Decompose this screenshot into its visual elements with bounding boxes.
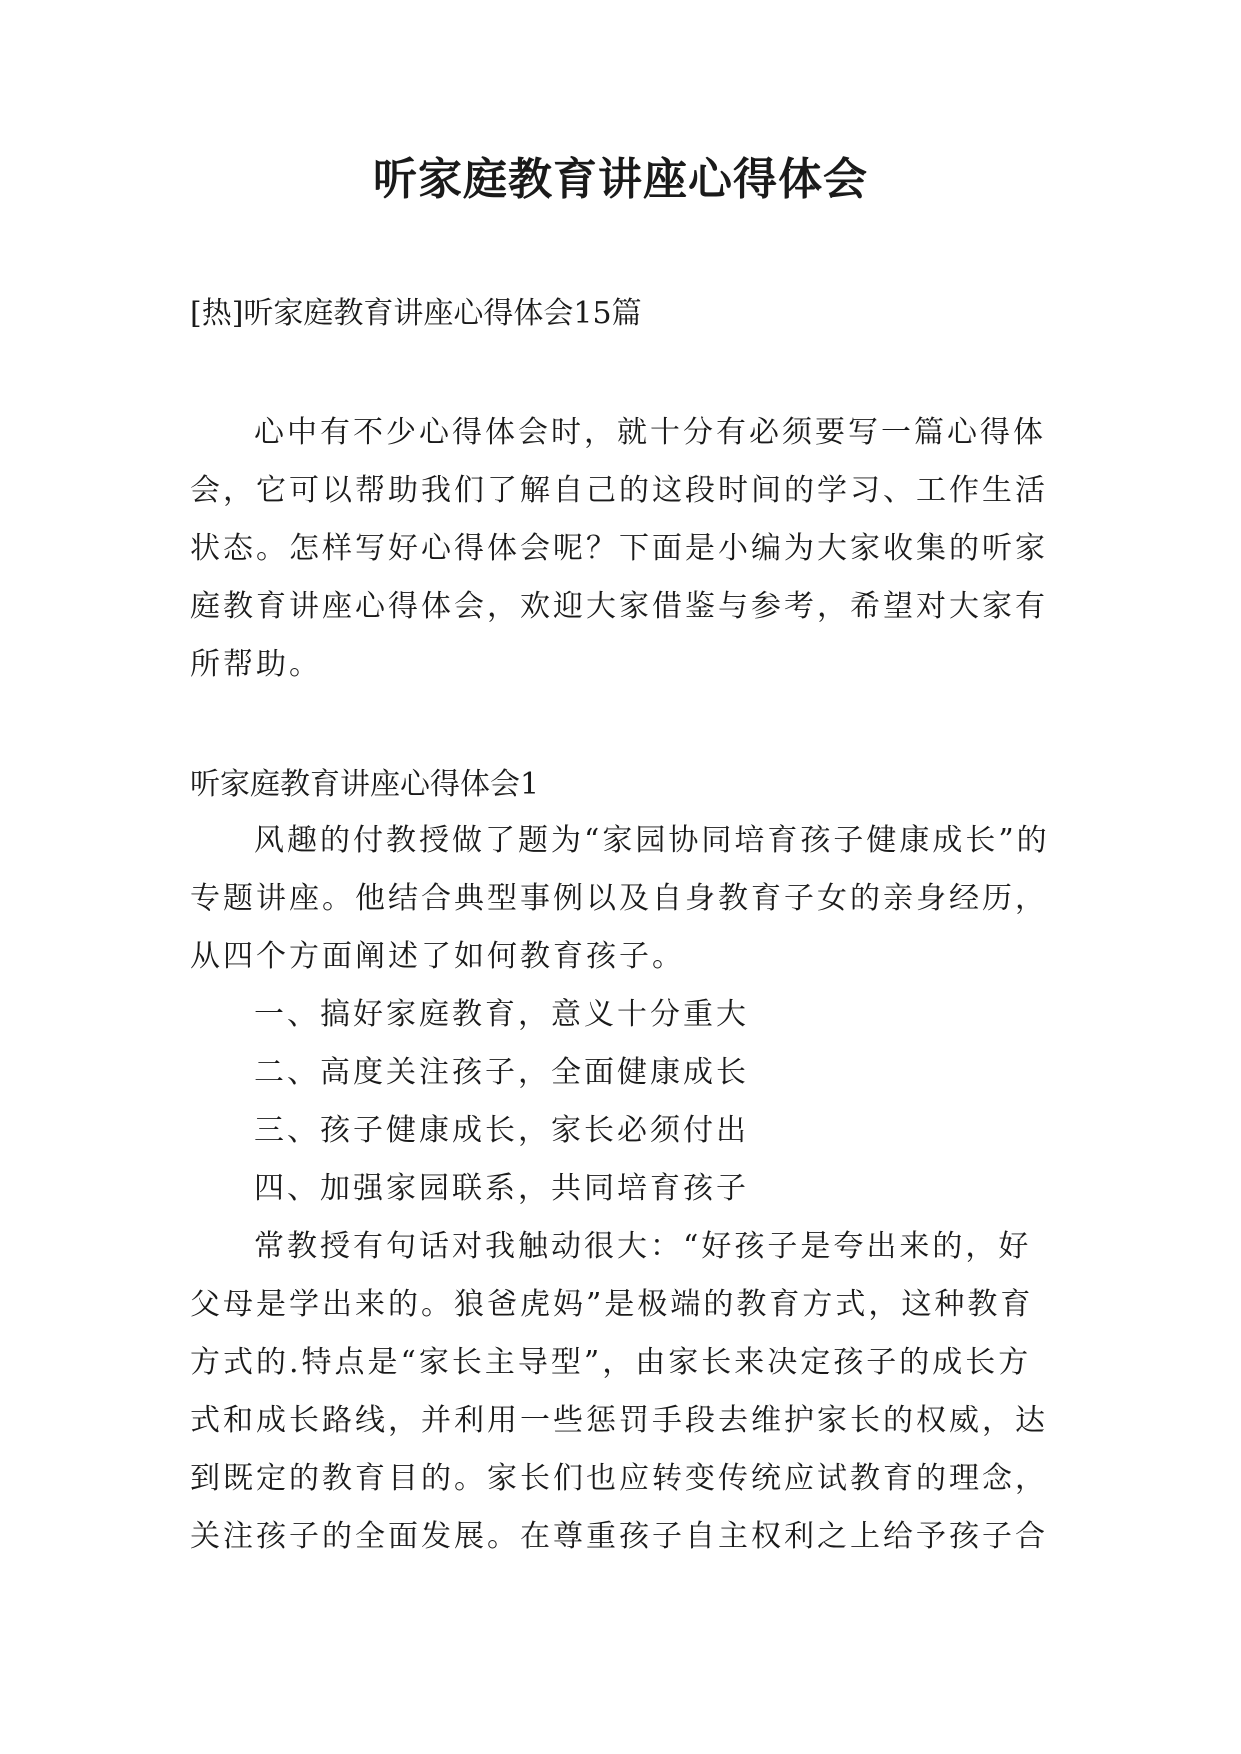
section-heading: 听家庭教育讲座心得体会1 <box>190 767 540 802</box>
list-item: 四、加强家园联系，共同培育孩子 <box>254 1171 749 1206</box>
document-subtitle: [热]听家庭教育讲座心得体会15篇 <box>190 296 642 331</box>
section-body <box>190 812 1060 1566</box>
intro-paragraph: 心中有不少心得体会时，就十分有必须要写一篇心得体会，它可以帮助我们了解自己的这段时间的学习、工作生活状态。怎样写好心得体会呢？下面是小编为大家收集的听家庭教育讲座心得体会，欢迎大家借鉴与参考，希望对大家有所帮助。 <box>190 415 1048 682</box>
list-item: 一、搞好家庭教育，意义十分重大 <box>254 997 749 1032</box>
intro-section <box>190 404 1060 694</box>
list-item: 三、孩子健康成长，家长必须付出 <box>254 1113 749 1148</box>
document-title: 听家庭教育讲座心得体会 <box>373 154 868 205</box>
body-paragraph: 风趣的付教授做了题为“家园协同培育孩子健康成长”的专题讲座。他结合典型事例以及自身教育子女的亲身经历，从四个方面阐述了如何教育孩子。 <box>190 823 1050 974</box>
body-paragraph: 常教授有句话对我触动很大：“好孩子是夸出来的，好父母是学出来的。狼爸虎妈”是极端的教育方式，这种教育方式的.特点是“家长主导型”，由家长来决定孩子的成长方式和成长路线，并利用一些惩罚手段去维护家长的权威，达到既定的教育目的。家长们也应转变传统应试教育的理念，关注孩子的全面发展。在尊重孩子自主权利之上给予孩子合 <box>190 1229 1048 1554</box>
list-item: 二、高度关注孩子，全面健康成长 <box>254 1055 749 1090</box>
